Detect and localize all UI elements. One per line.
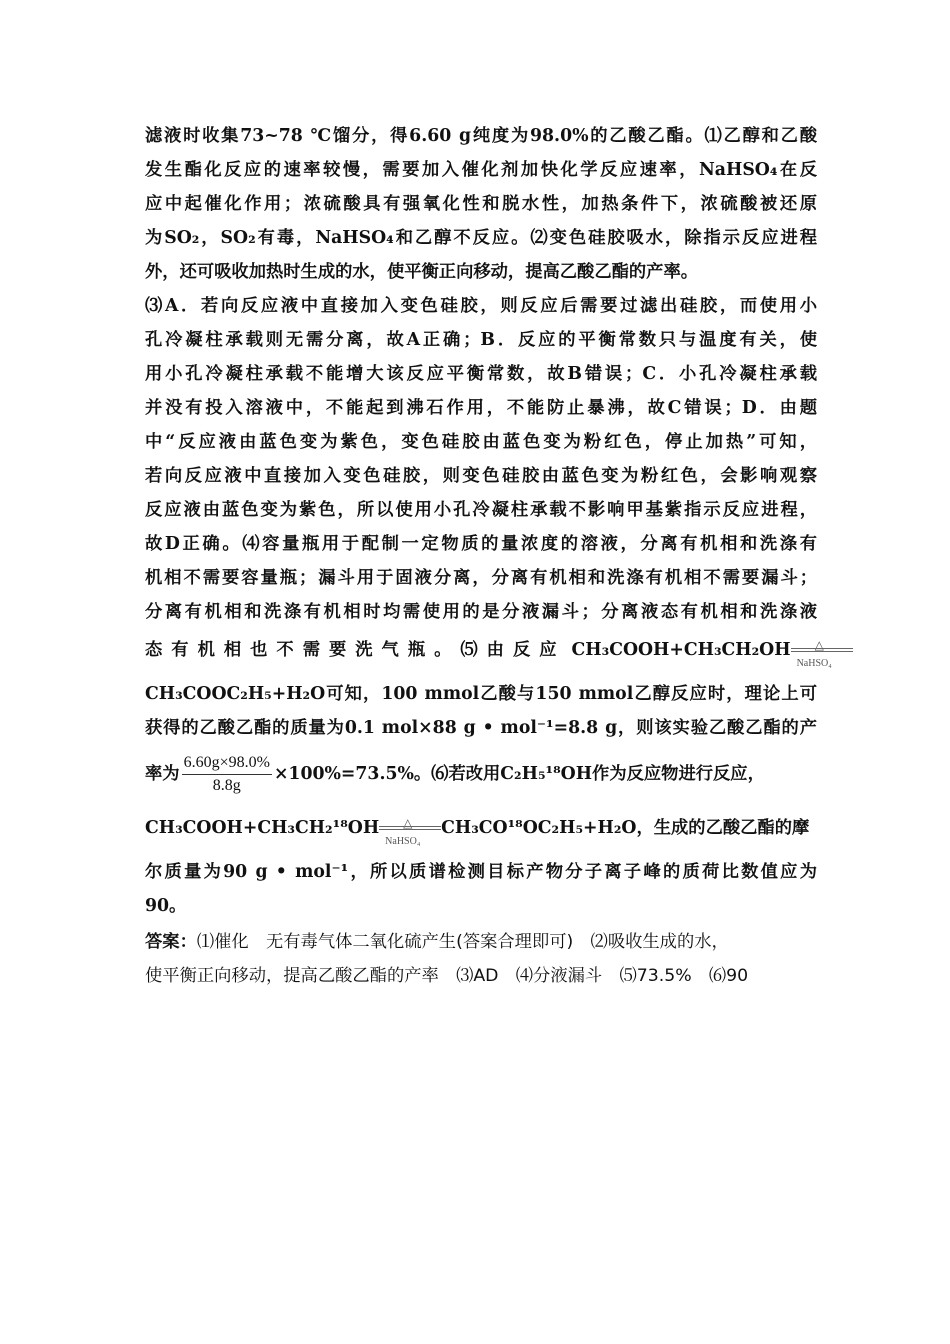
text-line: 尔质量为90 g • mol⁻¹，所以质谱检测目标产物分子离子峰的质荷比数值应为 bbox=[145, 862, 817, 882]
text-segment: 率为 bbox=[145, 764, 180, 784]
fraction-numerator: 6.60g×98.0% bbox=[182, 752, 272, 775]
catalyst-label: NaHSO₄ bbox=[385, 835, 421, 847]
text-line: 反应液由蓝色变为紫色，所以使用小孔冷凝柱承载不影响甲基紫指示反应进程， bbox=[145, 500, 817, 520]
reaction-arrow-icon bbox=[791, 637, 853, 669]
text-segment: ×100%=73.5%。⑹若改用C₂H₅¹⁸OH作为反应物进行反应， bbox=[273, 764, 765, 784]
text-line: 用小孔冷凝柱承载不能增大该反应平衡常数，故B错误；C．小孔冷凝柱承载 bbox=[145, 364, 817, 384]
text-line: 为SO₂，SO₂有毒，NaHSO₄和乙醇不反应。⑵变色硅胶吸水，除指示反应进程 bbox=[145, 228, 817, 248]
equation-line-2 bbox=[145, 815, 810, 847]
answer-line-2: 使平衡正向移动，提高乙酸乙酯的产率 ⑶AD ⑷分液漏斗 ⑸73.5% ⑹90 bbox=[145, 966, 749, 986]
catalyst-label: NaHSO₄ bbox=[796, 657, 832, 669]
equation-line-1 bbox=[145, 637, 832, 669]
equation-reactants: CH₃COOH+CH₃CH₂OH bbox=[571, 640, 791, 660]
equation-reactants: CH₃COOH+CH₃CH₂¹⁸OH bbox=[145, 818, 380, 838]
text-line: 分离有机相和洗涤有机相时均需使用的是分液漏斗；分离液态有机相和洗涤液 bbox=[145, 602, 817, 622]
text-line: 故D正确。⑷容量瓶用于配制一定物质的量浓度的溶液，分离有机相和洗涤有 bbox=[145, 534, 817, 554]
heat-symbol: △ bbox=[814, 637, 824, 652]
yield-fraction bbox=[182, 752, 272, 797]
answer-text: ⑴催化 无有毒气体二氧化硫产生(答案合理即可) ⑵吸收生成的水， bbox=[196, 932, 729, 952]
answer-line-1 bbox=[145, 930, 729, 954]
reaction-arrow-icon bbox=[379, 815, 441, 847]
text-line: 滤液时收集73~78 ℃馏分，得6.60 g纯度为98.0%的乙酸乙酯。⑴乙醇和乙酸 bbox=[145, 126, 817, 146]
equation-products: CH₃CO¹⁸OC₂H₅+H₂O，生成的乙酸乙酯的摩 bbox=[441, 818, 810, 838]
text-line: 孔冷凝柱承载则无需分离，故A正确；B．反应的平衡常数只与温度有关，使 bbox=[145, 330, 817, 350]
text-line: 并没有投入溶液中，不能起到沸石作用，不能防止暴沸，故C错误；D．由题 bbox=[145, 398, 817, 418]
text-line: 外，还可吸收加热时生成的水，使平衡正向移动，提高乙酸乙酯的产率。 bbox=[145, 262, 699, 282]
heat-symbol: △ bbox=[403, 815, 413, 830]
answer-label: 答案： bbox=[145, 932, 197, 952]
text-line: 中“反应液由蓝色变为紫色，变色硅胶由蓝色变为粉红色，停止加热”可知， bbox=[145, 432, 817, 452]
text-line: CH₃COOC₂H₅+H₂O可知，100 mmol乙酸与150 mmol乙醇反应时，理论上可 bbox=[145, 684, 817, 704]
text-line: 态有机相也不需要洗气瓶。⑸由反应 bbox=[145, 640, 566, 660]
text-line: 90。 bbox=[145, 896, 187, 916]
text-line: 应中起催化作用；浓硫酸具有强氧化性和脱水性，加热条件下，浓硫酸被还原 bbox=[145, 194, 817, 214]
fraction-denominator: 8.8g bbox=[212, 777, 241, 794]
text-line: 若向反应液中直接加入变色硅胶，则变色硅胶由蓝色变为粉红色，会影响观察 bbox=[145, 466, 817, 486]
text-line: 发生酯化反应的速率较慢，需要加入催化剂加快化学反应速率，NaHSO₄在反 bbox=[145, 160, 817, 180]
fraction-line bbox=[145, 752, 765, 797]
text-line: ⑶A．若向反应液中直接加入变色硅胶，则反应后需要过滤出硅胶，而使用小 bbox=[145, 296, 817, 316]
text-line: 获得的乙酸乙酯的质量为0.1 mol×88 g • mol⁻¹=8.8 g，则该实验乙酸乙酯的产 bbox=[145, 718, 817, 738]
text-line: 机相不需要容量瓶；漏斗用于固液分离，分离有机相和洗涤有机相不需要漏斗； bbox=[145, 568, 817, 588]
